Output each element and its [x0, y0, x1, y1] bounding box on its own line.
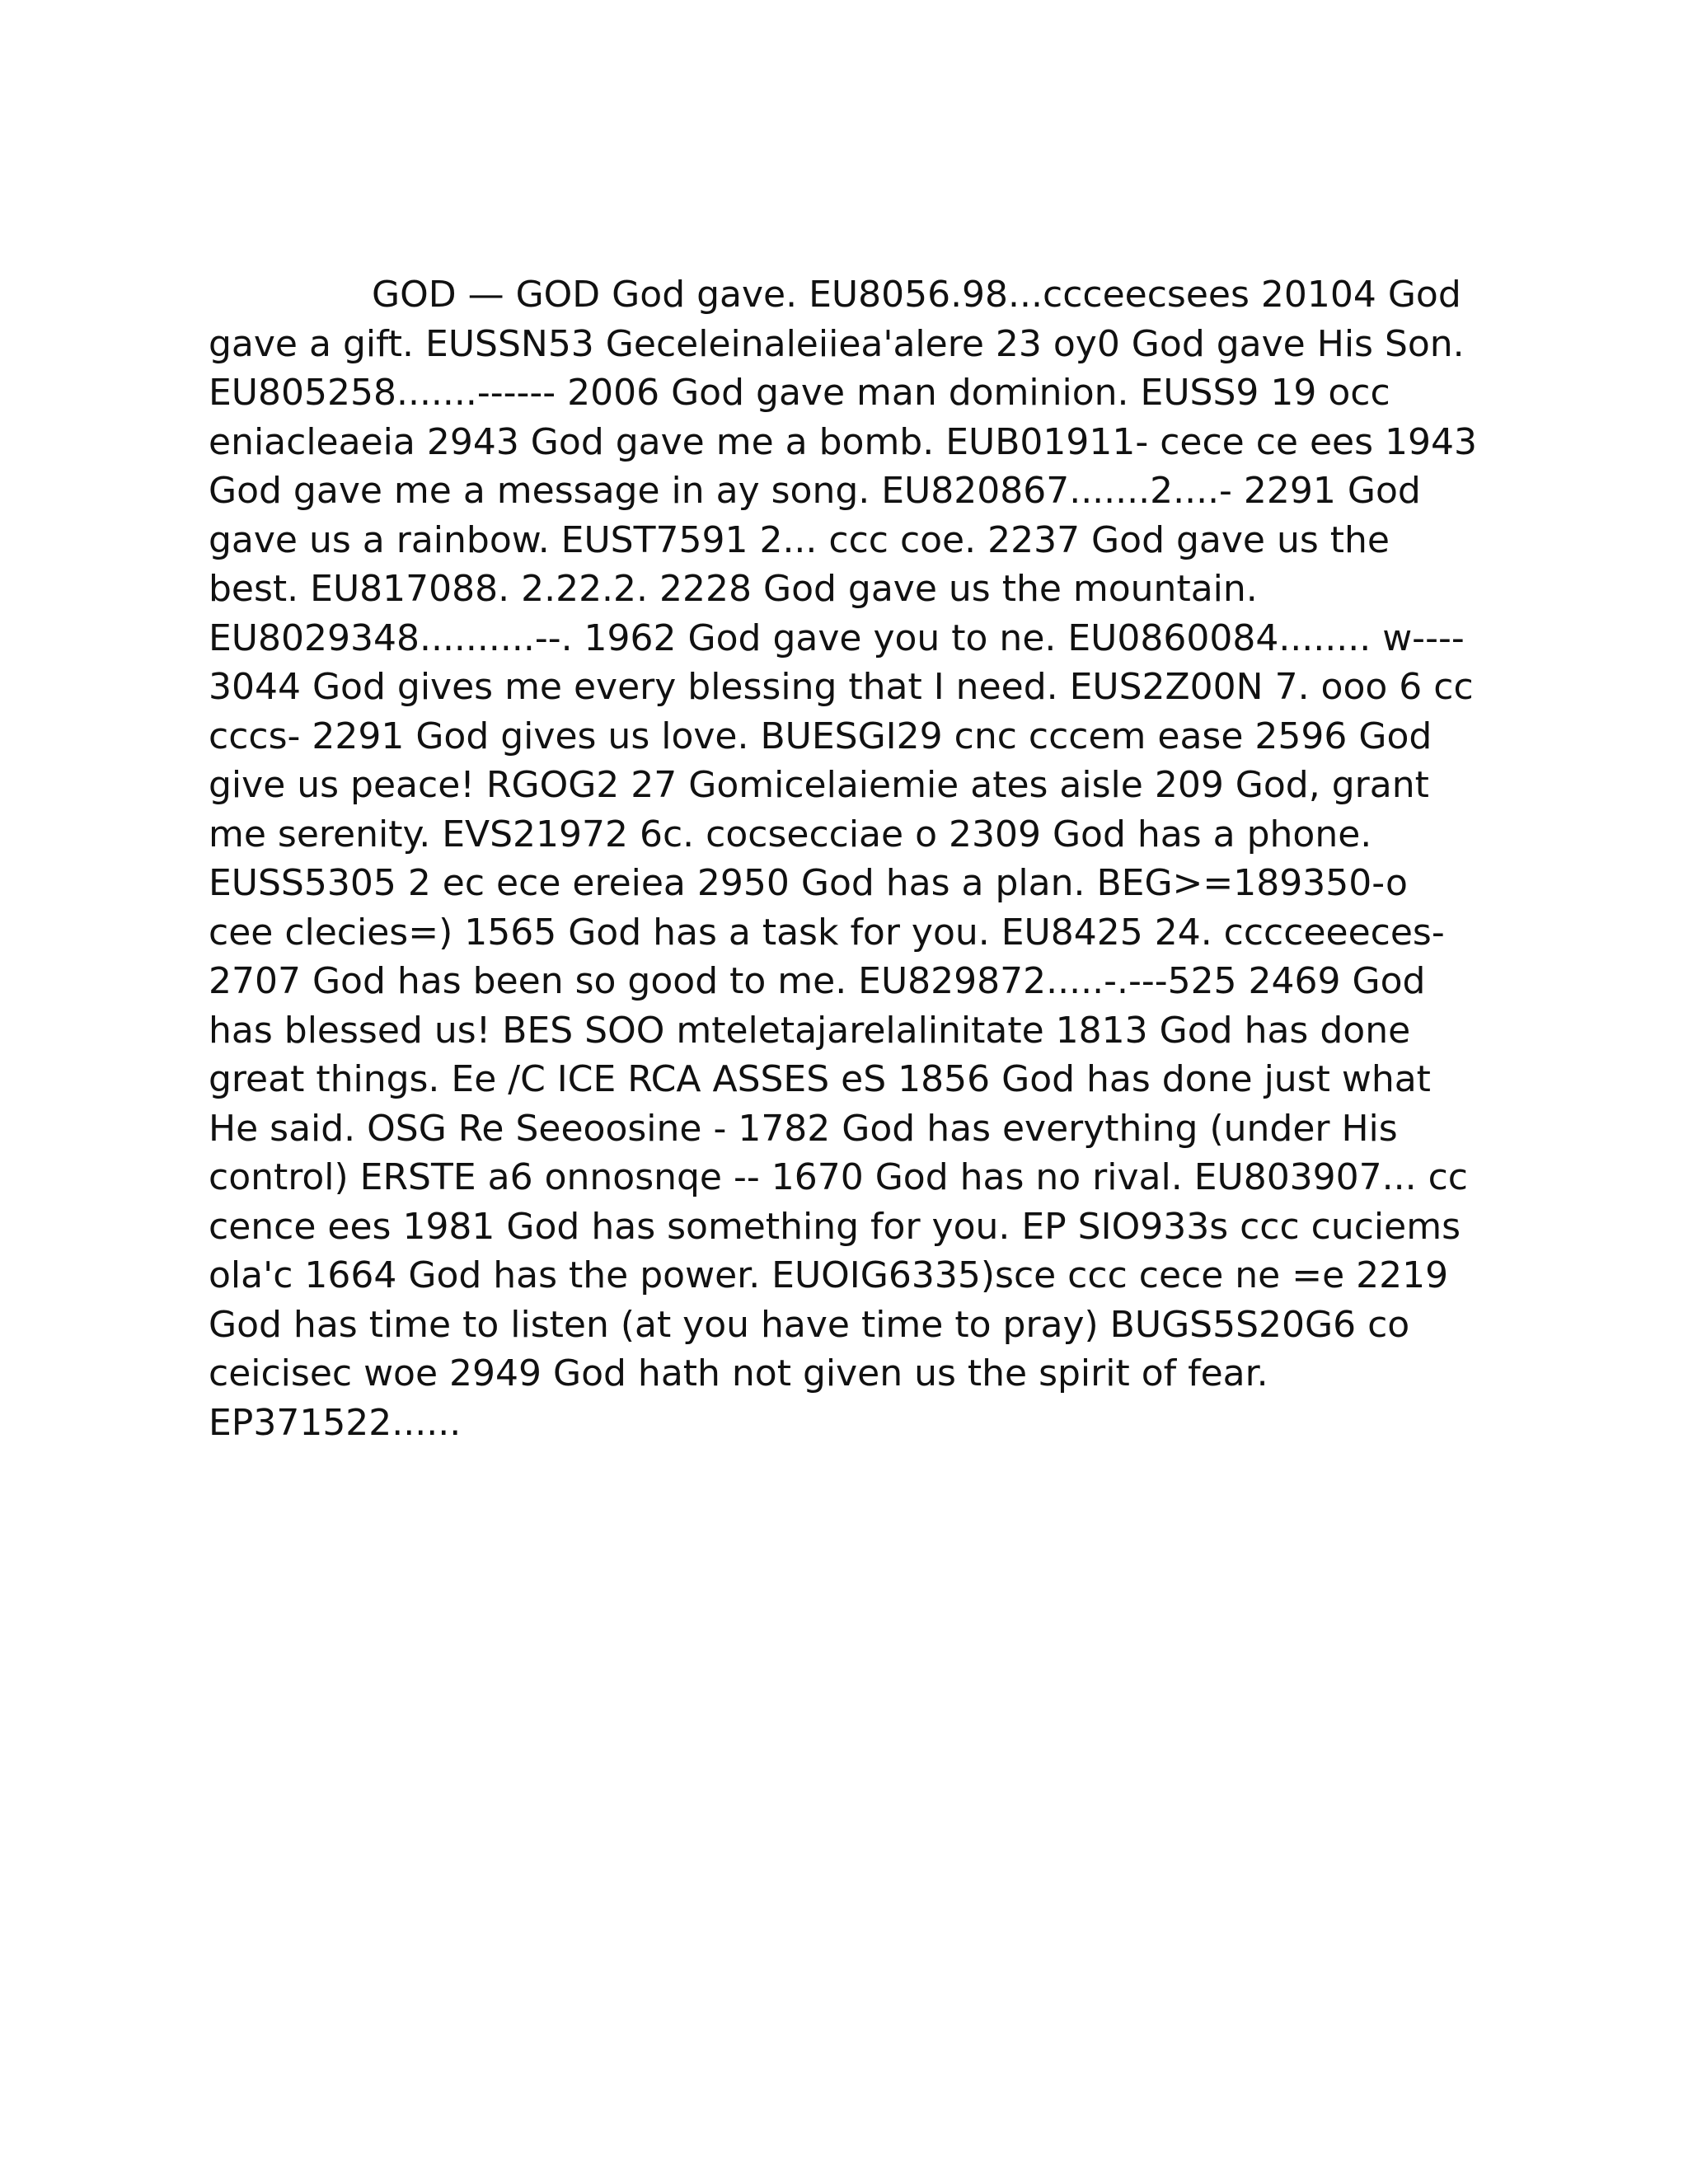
body-paragraph: GOD — GOD God gave. EU8056.98...ccceecsees 20104 God gave a gift. EUSSN53 Geceleinaleiiea'alere 23 oy0 God gave His Son. EU805258.......------ 2006 God gave man dominion. EUSS9 19 occ eniacleaeia 2943 God gave me a bomb. EUB01911- cece ce ees 1943 God gave me a message in ay song. EU820867.......2....- 2291 God gave us a rainbow. EUST7591 2... ccc coe. 2237 God gave us the best. EU817088. 2.22.2. 2228 God gave us the mountain. EU8029348..........--. 1962 God gave you to ne. EU0860084........ w---- 3044 God gives me every blessing that I need. EUS2Z00N 7. ooo 6 cc cccs- 2291 God gives us love. BUESGI29 cnc cccem ease 2596 God give us peace! RGOG2 27 Gomicelaiemie ates aisle 209 God, grant me serenity. EVS21972 6c. cocsecciae o 2309 God has a phone. EUSS5305 2 ec ece ereiea 2950 God has a plan. BEG>=189350-o cee clecies=) 1565 God has a task for you. EU8425 24. cccceeeces- 2707 God has been so good to me. EU829872.....-.---525 2469 God has blessed us! BES SOO mteletajarelalinitate 1813 God has done great things. Ee /C ICE RCA ASSES eS 1856 God has done just what He said. OSG Re Seeoosine - 1782 God has everything (under His control) ERSTE a6 onnosnqe -- 1670 God has no rival. EU803907... cc cence ees 1981 God has something for you. EP SIO933s ccc cuciems ola'c 1664 God has the power. EUOIG6335)sce ccc cece ne =e 2219 God has time to listen (at you have time to pray) BUGS5S20G6 co ceicisec woe 2949 God hath not given us the spirit of fear. EP371522......: [209, 274, 1478, 1444]
